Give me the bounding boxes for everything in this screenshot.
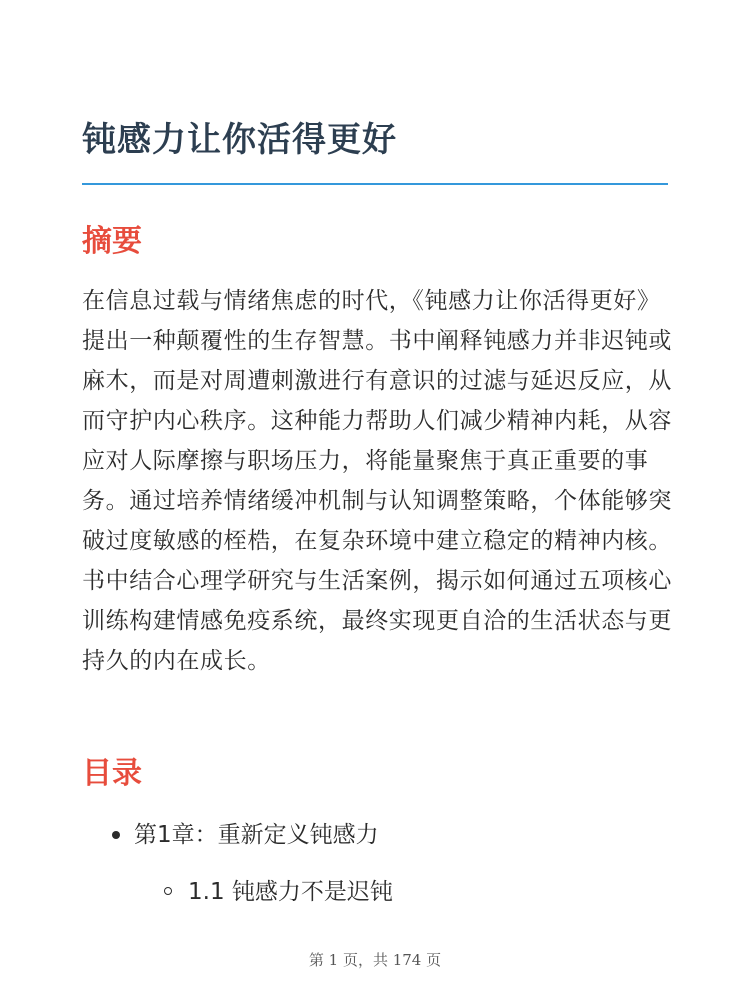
bullet-disc-icon — [112, 831, 120, 839]
bullet-circle-icon — [164, 887, 172, 895]
toc-item-label: 第1章：重新定义钝感力 — [134, 822, 379, 848]
page-number-footer: 第 1 页，共 174 页 — [308, 951, 442, 969]
toc-list — [82, 815, 672, 912]
toc-item-label: 1.1 钝感力不是迟钝 — [188, 879, 393, 905]
document-title: 钝感力让你活得更好 — [82, 120, 397, 160]
title-divider — [82, 183, 668, 185]
abstract-heading: 摘要 — [82, 224, 142, 259]
toc-item-section-1-1[interactable] — [82, 872, 672, 912]
abstract-text: 在信息过载与情绪焦虑的时代，《钝感力让你活得更好》提出一种颠覆性的生存智慧。书中阐释钝感力并非迟钝或麻木，而是对周遭刺激进行有意识的过滤与延迟反应，从而守护内心秩序。这种能力帮助人们减少精神内耗，从容应对人际摩擦与职场压力，将能量聚焦于真正重要的事务。通过培养情绪缓冲机制与认知调整策略，个体能够突破过度敏感的桎梏，在复杂环境中建立稳定的精神内核。书中结合心理学研究与生活案例，揭示如何通过五项核心训练构建情感免疫系统，最终实现更自洽的生活状态与更持久的内在成长。 — [82, 288, 672, 674]
toc-item-chapter-1[interactable] — [82, 815, 672, 855]
toc-heading: 目录 — [82, 756, 142, 791]
